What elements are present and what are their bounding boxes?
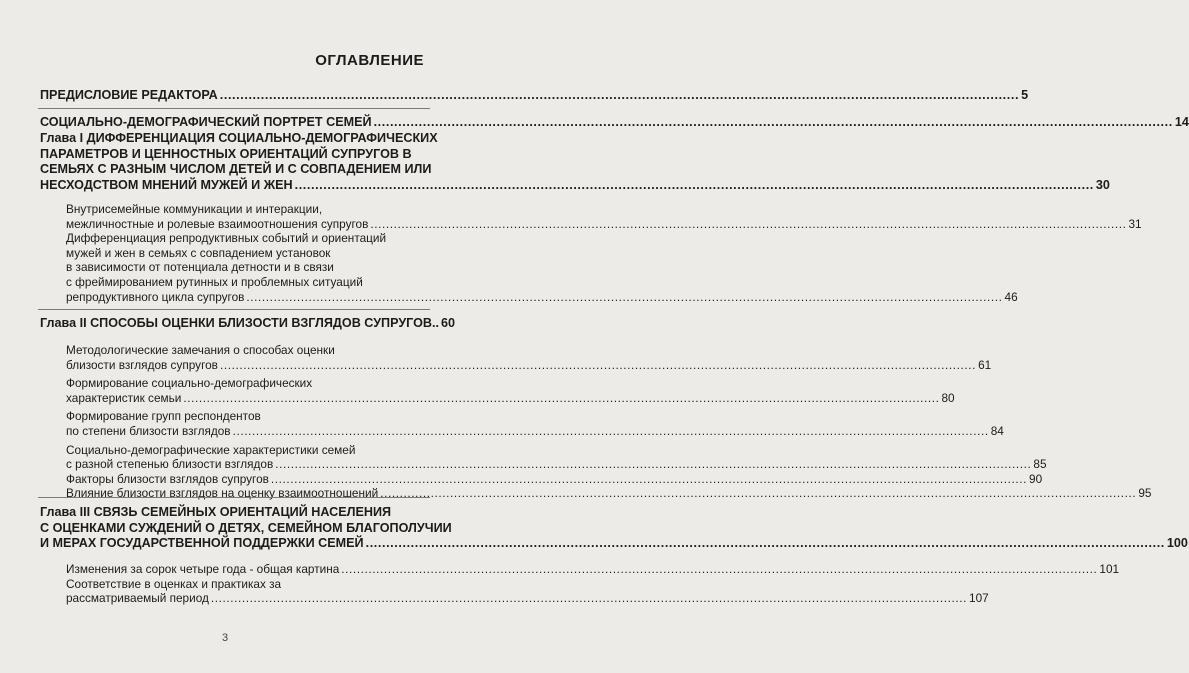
subentry-title-line: Методологические замечания о способах оценки (66, 343, 335, 357)
leader-dots (220, 88, 1019, 104)
entry-title: СОЦИАЛЬНО-ДЕМОГРАФИЧЕСКИЙ ПОРТРЕТ СЕМЕЙ (40, 115, 372, 129)
subentry-page: 107 (969, 591, 989, 606)
toc-subentry[interactable] (66, 576, 989, 606)
toc-entry-chapter-3[interactable] (40, 505, 1188, 552)
entry-page: 14 (1174, 115, 1189, 129)
entry-title: ПРЕДИСЛОВИЕ РЕДАКТОРА (40, 88, 218, 102)
subentry-title-line: Влияние близости взглядов на оценку взаимоотношений (66, 486, 379, 501)
subentry-title-line: Соответствие в оценках и практиках за (66, 576, 282, 591)
leader-dots (246, 290, 1002, 305)
chapter-1-subsections (42, 202, 1142, 304)
subentry-page: 85 (1033, 457, 1047, 472)
entry-title-line: Глава III СВЯЗЬ СЕМЕЙНЫХ ОРИЕНТАЦИЙ НАСЕЛЕНИЯ (40, 505, 392, 519)
toc-subentry[interactable] (66, 343, 992, 372)
leader-dots (275, 457, 1031, 472)
subentry-title-line: рассматриваемый период (66, 591, 209, 606)
subentry-title-line: Социально-демографические характеристики семей (66, 442, 356, 457)
subentry-title-line: Дифференциация репродуктивных событий и ориентаций (66, 231, 387, 246)
subentry-title-line: по степени близости взглядов (66, 423, 231, 438)
toc-subentry[interactable] (66, 442, 1047, 472)
toc-subentry[interactable] (66, 376, 955, 405)
subentry-page: 80 (941, 390, 955, 405)
entry-page: 60 (441, 316, 456, 330)
subentry-page: 31 (1128, 216, 1142, 231)
subentry-title-line: репродуктивного цикла супругов (66, 289, 245, 304)
entry-title-line: ПАРАМЕТРОВ И ЦЕННОСТНЫХ ОРИЕНТАЦИЙ СУПРУГОВ В (40, 146, 412, 161)
entry-title-line: Глава I ДИФФЕРЕНЦИАЦИЯ СОЦИАЛЬНО-ДЕМОГРАФИЧЕСКИХ (40, 131, 438, 145)
chapter-2-subsections (42, 343, 1152, 501)
subentry-title-line: с фреймированием рутинных и проблемных ситуаций (66, 274, 363, 289)
leader-dots (211, 591, 967, 606)
leader-dots (233, 424, 989, 439)
subentry-title-line: с разной степенью близости взглядов (66, 457, 274, 472)
subentry-title-line: характеристик семьи (66, 390, 182, 405)
leader-dots (380, 486, 1136, 501)
page-number: 3 (221, 632, 229, 644)
divider (38, 108, 430, 109)
toc-entry-preface[interactable] (40, 88, 1029, 104)
entry-page: 100 (1166, 536, 1188, 550)
toc-entry-chapter-2[interactable] (40, 316, 456, 332)
entry-title-line: СЕМЬЯХ С РАЗНЫМ ЧИСЛОМ ДЕТЕЙ И С СОВПАДЕНИЕМ ИЛИ (40, 162, 432, 176)
subentry-page: 101 (1099, 562, 1120, 576)
subentry-page: 61 (978, 357, 992, 372)
entry-page: 30 (1095, 177, 1110, 192)
toc-subentry[interactable] (66, 486, 1152, 501)
leader-dots (341, 562, 1097, 577)
entry-title-line: И МЕРАХ ГОСУДАРСТВЕННОЙ ПОДДЕРЖКИ СЕМЕЙ (40, 536, 364, 550)
subentry-page: 46 (1004, 289, 1018, 304)
toc-entry-portrait[interactable] (40, 115, 1189, 131)
leader-dots (183, 391, 939, 406)
subentry-title-line: Изменения за сорок четыре года - общая картина (66, 562, 340, 576)
leader-dots (220, 358, 976, 373)
toc-entry-chapter-1[interactable] (40, 131, 1110, 193)
divider (38, 497, 430, 498)
entry-title-line: НЕСХОДСТВОМ МНЕНИЙ МУЖЕЙ И ЖЕН (40, 177, 293, 192)
toc-subentry[interactable] (66, 562, 1120, 577)
subentry-title-line: в зависимости от потенциала детности и в связи (66, 260, 334, 275)
leader-dots (370, 217, 1126, 232)
subentry-title-line: Факторы близости взглядов супругов (66, 471, 269, 486)
subentry-title-line: мужей и жен в семьях с совпадением установок (66, 245, 331, 260)
subentry-page: 84 (990, 423, 1004, 438)
subentry-page: 90 (1029, 471, 1043, 486)
entry-page: 5 (1021, 88, 1029, 102)
subentry-title-line: Формирование социально-демографических (66, 376, 313, 391)
subentry-title-line: Формирование групп респондентов (66, 409, 261, 424)
leader-dots (366, 536, 1165, 552)
subentry-title-line: межличностные и ролевые взаимоотношения супругов (66, 216, 369, 231)
chapter-3-subsections (42, 562, 1120, 606)
subentry-page: 95 (1138, 486, 1152, 501)
toc-subentry[interactable] (66, 231, 1018, 304)
toc-subentry[interactable] (66, 409, 1004, 438)
entry-title: Глава II СПОСОБЫ ОЦЕНКИ БЛИЗОСТИ ВЗГЛЯДОВ СУПРУГОВ.. (40, 316, 440, 330)
entry-title-line: С ОЦЕНКАМИ СУЖДЕНИЙ О ДЕТЯХ, СЕМЕЙНОМ БЛАГОПОЛУЧИИ (40, 520, 452, 535)
subentry-title-line: близости взглядов супругов (66, 357, 218, 372)
subentry-title-line: Внутрисемейные коммуникации и интеракции, (66, 202, 323, 216)
toc-heading: ОГЛАВЛЕНИЕ (315, 52, 424, 69)
leader-dots (374, 115, 1173, 131)
leader-dots (271, 472, 1027, 487)
toc-subentry[interactable] (66, 471, 1043, 487)
toc-subentry[interactable] (66, 202, 1142, 231)
divider (38, 309, 430, 310)
leader-dots (295, 178, 1094, 194)
